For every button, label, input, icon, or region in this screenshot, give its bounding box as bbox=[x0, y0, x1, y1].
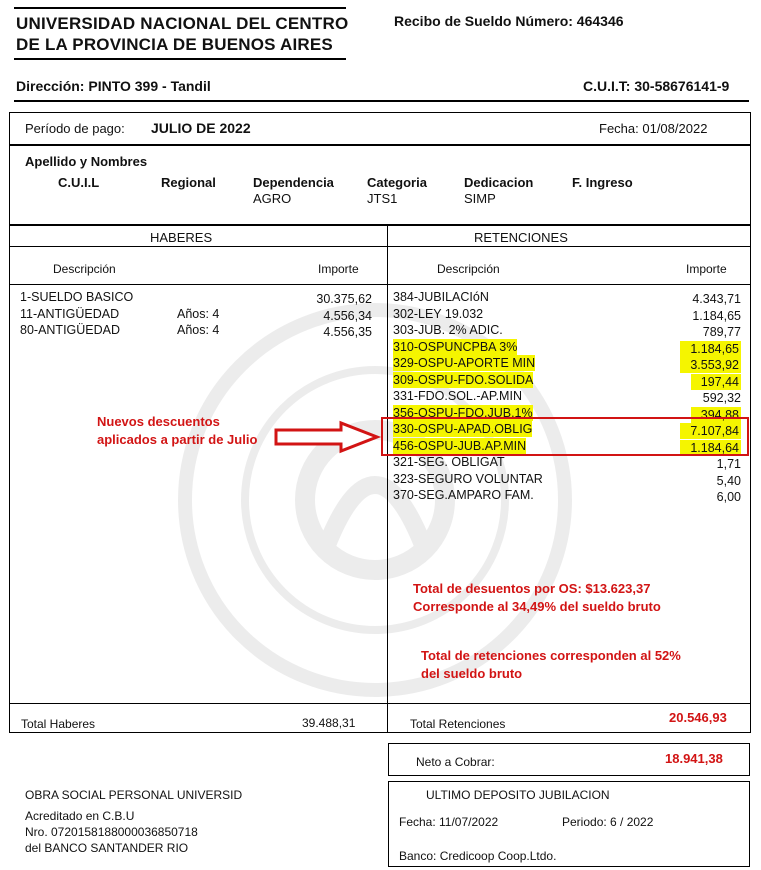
cbu-number: Nro. 0720158188000036850718 bbox=[25, 825, 198, 839]
pension-deposit-period: Periodo: 6 / 2022 bbox=[562, 815, 654, 829]
retenciones-row-desc: 331-FDO.SOL.-AP.MIN bbox=[393, 389, 522, 403]
bank-name: del BANCO SANTANDER RIO bbox=[25, 841, 189, 855]
new-discounts-note-line1: Nuevos descuentos bbox=[97, 414, 220, 429]
receipt-number: Recibo de Sueldo Número: 464346 bbox=[394, 13, 624, 29]
retenciones-title: RETENCIONES bbox=[474, 230, 568, 245]
retenciones-row-amount: 4.343,71 bbox=[692, 292, 741, 306]
retenciones-row-amount: 1,71 bbox=[716, 457, 741, 471]
haberes-row-desc: 1-SUELDO BASICO bbox=[20, 290, 134, 304]
payment-date: Fecha: 01/08/2022 bbox=[599, 121, 708, 136]
retenciones-col-desc: Descripción bbox=[437, 262, 500, 276]
address-rule bbox=[14, 100, 749, 102]
column-header-rule bbox=[9, 284, 751, 285]
new-discounts-note-line2: aplicados a partir de Julio bbox=[97, 432, 258, 447]
net-pay-label: Neto a Cobrar: bbox=[416, 755, 495, 769]
address: Dirección: PINTO 399 - Tandil bbox=[16, 78, 211, 94]
retention-total-note-line2: del sueldo bruto bbox=[421, 666, 523, 681]
pension-deposit-bank: Banco: Credicoop Coop.Ltdo. bbox=[399, 849, 557, 863]
retenciones-row-desc: 384-JUBILACIóN bbox=[393, 290, 489, 304]
retenciones-row-desc: 309-OSPU-FDO.SOLIDA bbox=[393, 372, 534, 387]
retenciones-row-desc: 370-SEG.AMPARO FAM. bbox=[393, 488, 534, 502]
cuil-label: C.U.I.L bbox=[58, 175, 100, 190]
haberes-title: HABERES bbox=[150, 230, 213, 245]
os-total-note-line1: Total de desuentos por OS: $13.623,37 bbox=[413, 581, 651, 596]
retenciones-row-amount: 592,32 bbox=[702, 391, 741, 405]
haberes-row-years: Años: 4 bbox=[177, 323, 220, 337]
new-discounts-highlight-box bbox=[381, 417, 749, 456]
retenciones-row-amount: 789,77 bbox=[702, 325, 741, 339]
regional-label: Regional bbox=[161, 175, 216, 190]
cuit: C.U.I.T: 30-58676141-9 bbox=[583, 78, 730, 94]
retenciones-row-desc: 330-OSPU-APAD.OBLIG bbox=[393, 422, 533, 436]
categoria-label: Categoria bbox=[367, 175, 427, 190]
retenciones-row-amount: 3.553,92 bbox=[680, 357, 741, 373]
pension-deposit-date: Fecha: 11/07/2022 bbox=[399, 815, 499, 829]
dedicacion-label: Dedicacion bbox=[464, 175, 534, 190]
total-haberes-value: 39.488,31 bbox=[302, 716, 356, 730]
retenciones-row-desc: 456-OSPU-JUB.AP.MIN bbox=[393, 438, 527, 453]
retenciones-row-desc: 356-OSPU-FDO.JUB.1% bbox=[393, 405, 533, 420]
pension-deposit-title: ULTIMO DEPOSITO JUBILACION bbox=[426, 788, 610, 802]
ingreso-label: F. Ingreso bbox=[572, 175, 633, 190]
arrow-right-icon bbox=[273, 420, 383, 454]
haberes-row-years: Años: 4 bbox=[177, 306, 220, 321]
retenciones-row-amount: 5,40 bbox=[716, 473, 741, 488]
obra-social: OBRA SOCIAL PERSONAL UNIVERSID bbox=[25, 788, 243, 802]
name-label: Apellido y Nombres bbox=[25, 154, 148, 169]
haberes-row-desc: 80-ANTIGÜEDAD bbox=[20, 323, 121, 337]
haberes-col-desc: Descripción bbox=[53, 262, 116, 276]
header-bottom-rule bbox=[14, 58, 346, 60]
retenciones-row-amount: 1.184,64 bbox=[680, 440, 741, 456]
retenciones-row-amount: 394,88 bbox=[691, 407, 741, 423]
header-top-rule bbox=[14, 7, 346, 9]
period-value: JULIO DE 2022 bbox=[151, 120, 251, 136]
retention-total-note-line1: Total de retenciones corresponden al 52% bbox=[421, 648, 681, 663]
retenciones-row-desc: 323-SEGURO VOLUNTAR bbox=[393, 471, 543, 486]
section-header-rule bbox=[9, 246, 751, 247]
categoria-value: JTS1 bbox=[367, 191, 398, 206]
haberes-row-desc: 11-ANTIGÜEDAD bbox=[20, 306, 120, 321]
retenciones-row-desc: 329-OSPU-APORTE MIN bbox=[393, 356, 536, 370]
dependencia-value: AGRO bbox=[253, 191, 292, 206]
retenciones-row-desc: 302-LEY 19.032 bbox=[393, 306, 484, 321]
retenciones-row-amount: 1.184,65 bbox=[692, 308, 741, 323]
haberes-row-amount: 30.375,62 bbox=[316, 292, 372, 306]
retenciones-row-desc: 321-SEG. OBLIGAT bbox=[393, 455, 505, 469]
total-haberes-label: Total Haberes bbox=[21, 717, 96, 731]
totals-rule bbox=[9, 703, 751, 704]
retenciones-row-amount: 6,00 bbox=[716, 490, 741, 504]
total-retenciones-label: Total Retenciones bbox=[410, 717, 506, 731]
os-total-note-line2: Corresponde al 34,49% del sueldo bruto bbox=[413, 599, 661, 614]
retenciones-row-desc: 310-OSPUNCPBA 3% bbox=[393, 339, 518, 354]
dependencia-label: Dependencia bbox=[253, 175, 334, 190]
retenciones-row-amount: 197,44 bbox=[691, 374, 741, 390]
haberes-row-amount: 4.556,34 bbox=[323, 308, 372, 323]
retenciones-row-amount: 1.184,65 bbox=[680, 341, 741, 357]
retenciones-col-amount: Importe bbox=[686, 262, 727, 276]
university-name-line2: DE LA PROVINCIA DE BUENOS AIRES bbox=[16, 35, 333, 54]
haberes-col-amount: Importe bbox=[318, 262, 359, 276]
column-divider bbox=[387, 225, 388, 733]
net-pay-value: 18.941,38 bbox=[665, 751, 723, 766]
total-retenciones-value: 20.546,93 bbox=[669, 710, 727, 725]
period-label: Período de pago: bbox=[25, 121, 125, 136]
acreditado-label: Acreditado en C.B.U bbox=[25, 809, 135, 823]
university-name-line1: UNIVERSIDAD NACIONAL DEL CENTRO bbox=[16, 14, 349, 33]
dedicacion-value: SIMP bbox=[464, 191, 496, 206]
retenciones-row-amount: 7.107,84 bbox=[680, 423, 741, 439]
haberes-row-amount: 4.556,35 bbox=[323, 325, 372, 339]
retenciones-row-desc: 303-JUB. 2% ADIC. bbox=[393, 323, 503, 337]
